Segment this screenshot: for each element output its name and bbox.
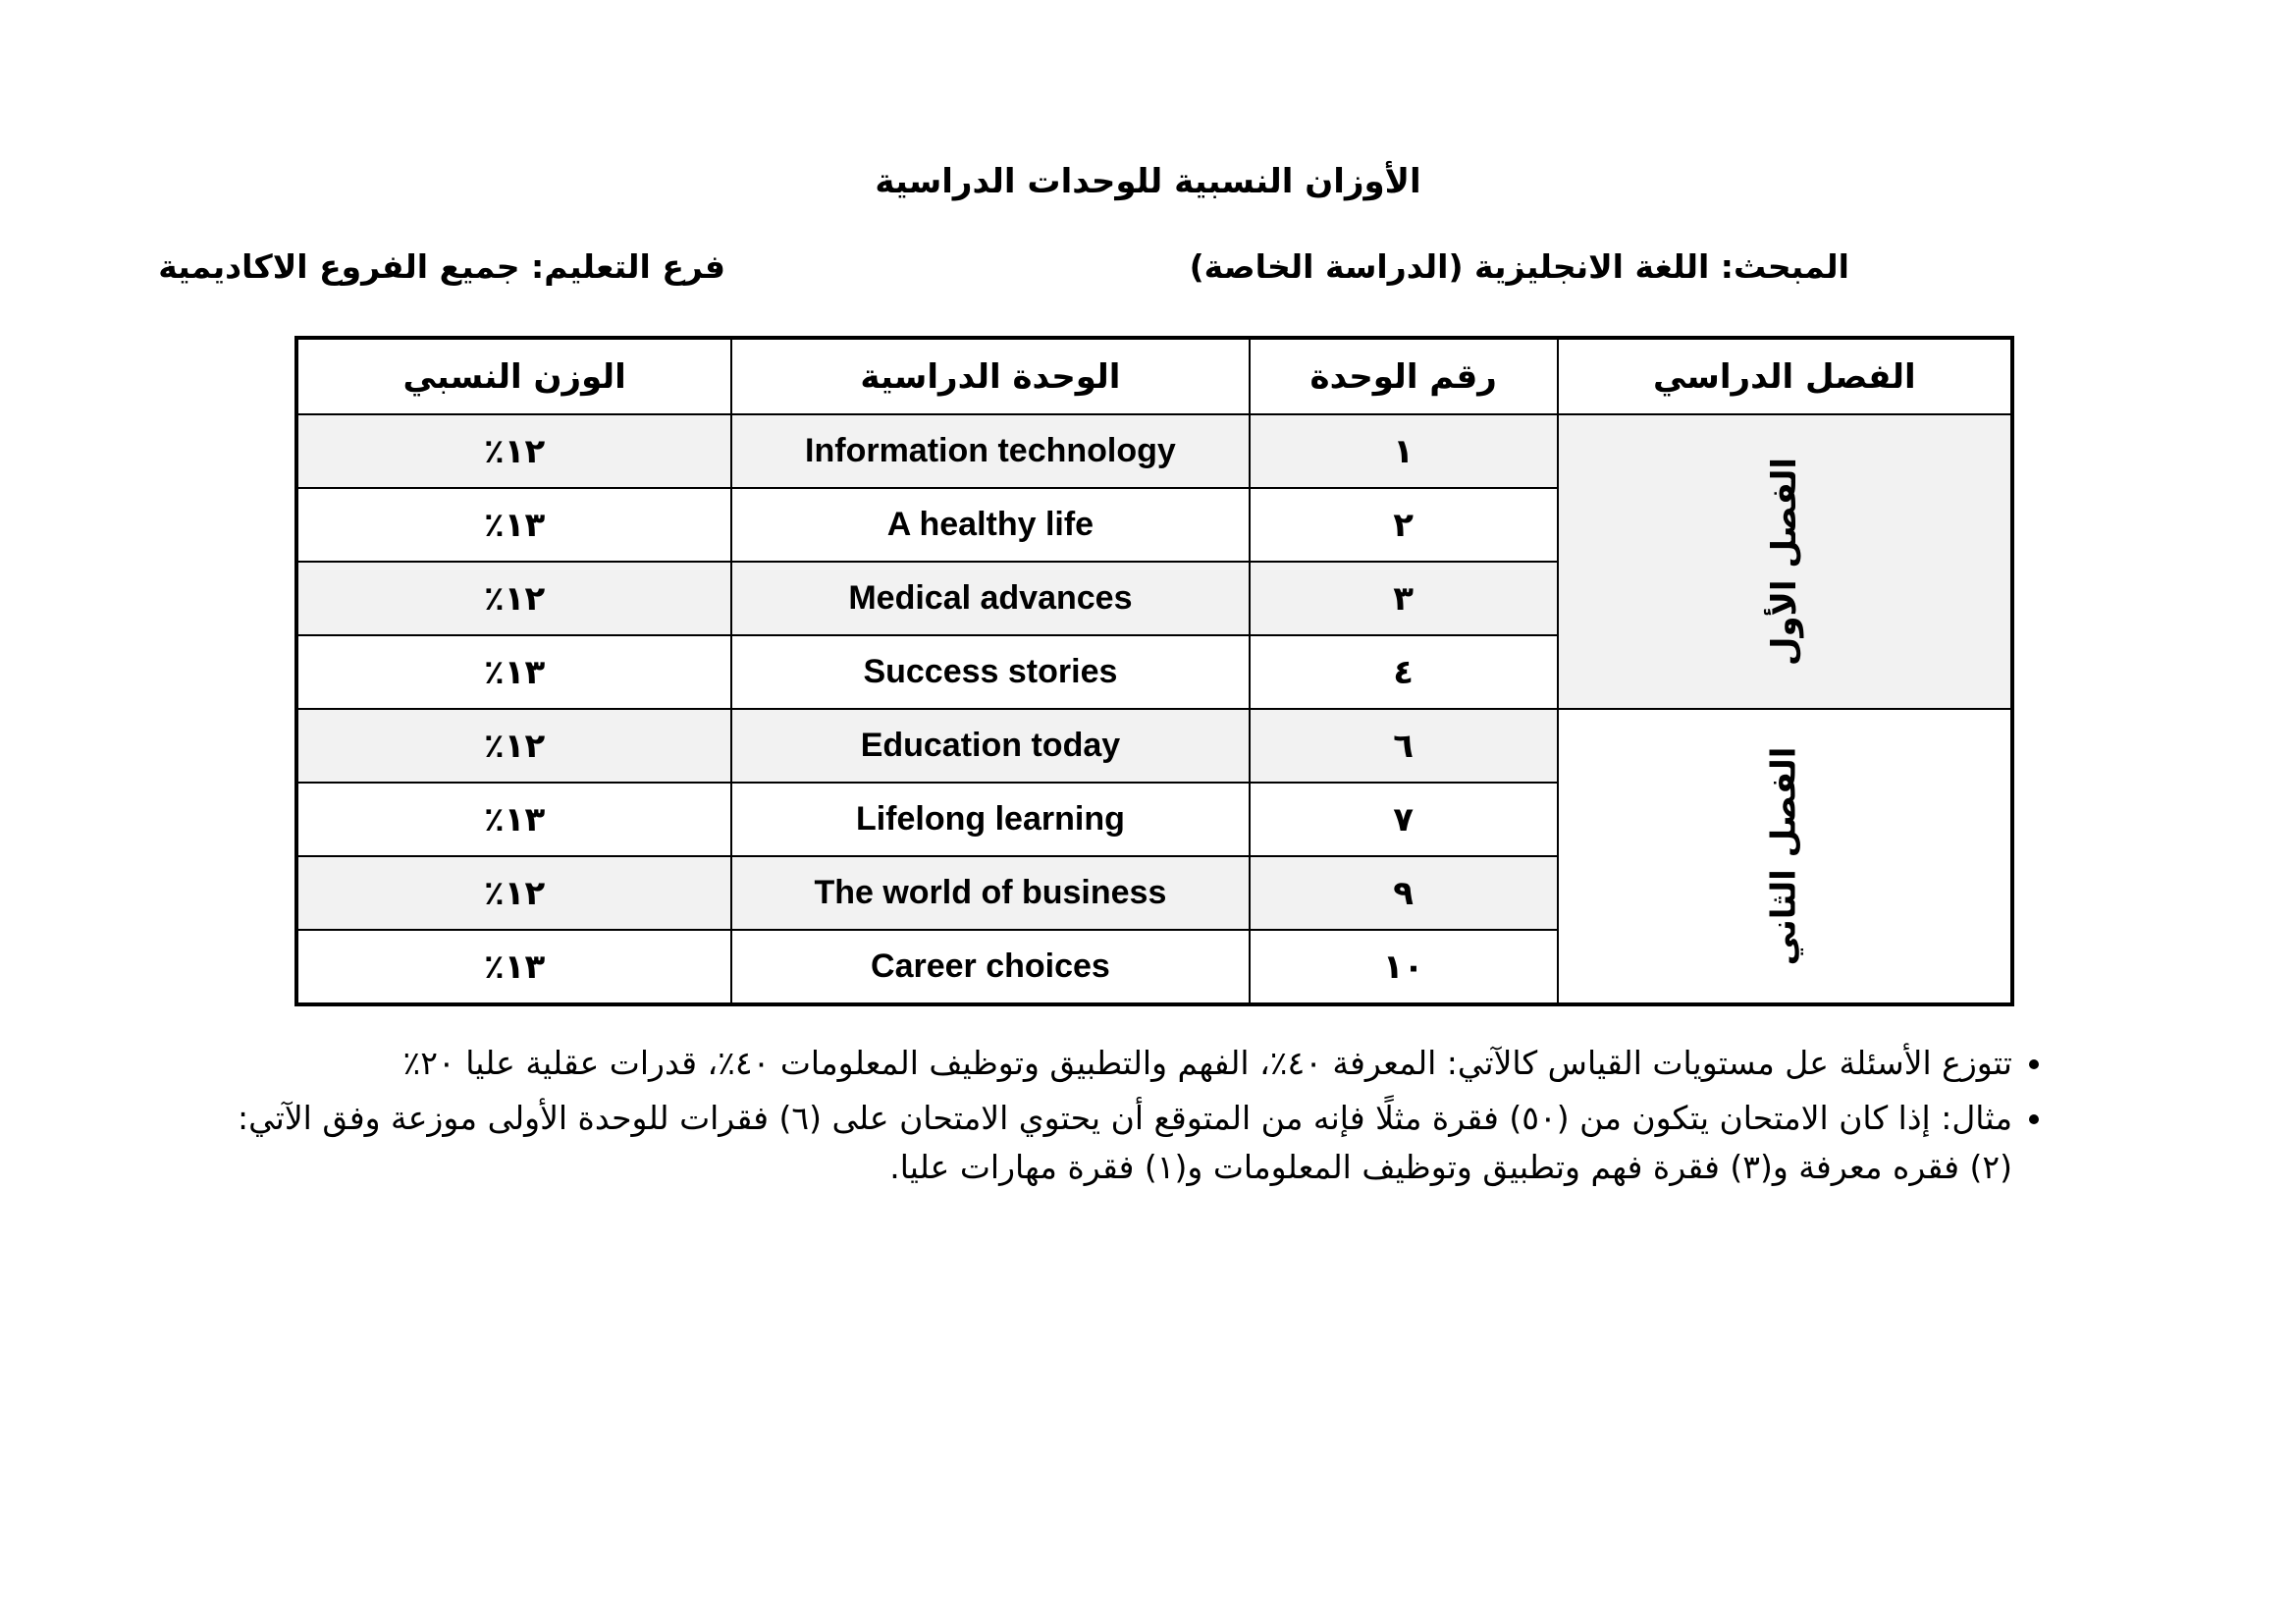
unit-number-cell: ٩ [1250,856,1558,930]
weight-cell: ١٢٪ [296,856,731,930]
header-term: الفصل الدراسي [1558,338,2012,414]
unit-number-cell: ٧ [1250,783,1558,856]
weights-table [294,336,2014,1006]
note-example: • مثال: إذا كان الامتحان يتكون من (٥٠) فقرة مثلًا فإنه من المتوقع أن يحتوي الامتحان على (٦) فقرات للوحدة الأولى موزعة وفق الآتي: (٢) فقره معرفة و(٣) فقرة فهم وتطبيق وتوظيف المعلومات و(١) فقرة مهارات عليا. [196,1094,2012,1192]
page-title: الأوزان النسبية للوحدات الدراسية [875,162,1421,201]
header-unit-number: رقم الوحدة [1250,338,1558,414]
weight-cell: ١٣٪ [296,635,731,709]
unit-name-cell: Education today [731,709,1249,783]
notes-list [196,1039,2050,1198]
weight-cell: ١٢٪ [296,414,731,488]
term-cell-first [1558,414,2012,709]
subject-label: المبحث: اللغة الانجليزية (الدراسة الخاصة) [1189,247,1849,286]
branch-label: فرع التعليم: جميع الفروع الاكاديمية [158,247,725,286]
unit-name-cell: Lifelong learning [731,783,1249,856]
unit-number-cell: ٦ [1250,709,1558,783]
table-row [296,709,2012,783]
term-label: الفصل الثاني [1764,746,1804,966]
unit-name-cell: Career choices [731,930,1249,1004]
term-cell-second [1558,709,2012,1004]
note-distribution: • تتوزع الأسئلة عل مستويات القياس كالآتي: المعرفة ٤٠٪، الفهم والتطبيق وتوظيف المعلومات ٤٠٪، قدرات عقلية عليا ٢٠٪ [196,1039,2012,1088]
weight-cell: ١٣٪ [296,488,731,562]
unit-number-cell: ١٠ [1250,930,1558,1004]
unit-name-cell: Success stories [731,635,1249,709]
header-weight: الوزن النسبي [296,338,731,414]
weight-cell: ١٢٪ [296,562,731,635]
header-unit: الوحدة الدراسية [731,338,1249,414]
table-row [296,414,2012,488]
table-header-row [296,338,2012,414]
unit-name-cell: Information technology [731,414,1249,488]
weight-cell: ١٣٪ [296,783,731,856]
unit-name-cell: The world of business [731,856,1249,930]
unit-number-cell: ١ [1250,414,1558,488]
weight-cell: ١٢٪ [296,709,731,783]
unit-name-cell: A healthy life [731,488,1249,562]
term-label: الفصل الأول [1764,457,1804,667]
unit-number-cell: ٢ [1250,488,1558,562]
unit-number-cell: ٣ [1250,562,1558,635]
weight-cell: ١٣٪ [296,930,731,1004]
unit-number-cell: ٤ [1250,635,1558,709]
unit-name-cell: Medical advances [731,562,1249,635]
